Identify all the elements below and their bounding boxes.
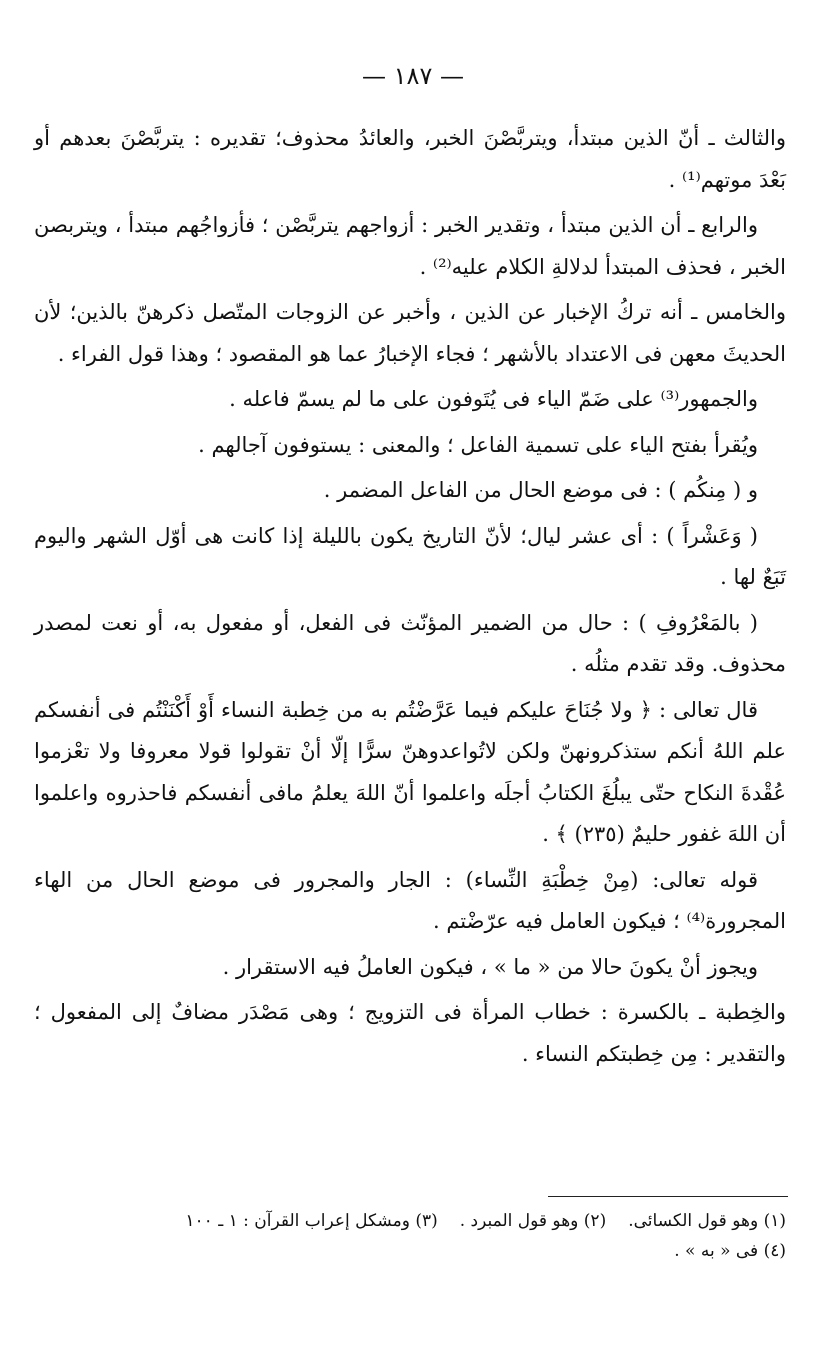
footnotes: [34, 1206, 786, 1266]
footnote: (٣) ومشكل إعراب القرآن : ١ ـ ١٠٠: [185, 1211, 438, 1231]
paragraph: و ( مِنكُم ) : فى موضع الحال من الفاعل المضمر .: [323, 478, 758, 502]
paragraph: والجمهور⁽³⁾ على ضَمّ الياء فى يُتَوفون على ما لم يسمّ فاعله .: [229, 387, 758, 411]
paragraph: ويجوز أنْ يكونَ حالا من « ما » ، فيكون العاملُ فيه الاستقرار .: [222, 954, 758, 979]
paragraph: ( بالمَعْرُوفِ ) : حال من الضمير المؤنّث فى الفعل، أو مفعول به، أو نعت لمصدر محذوف. وقد تقدم مثلُه .: [34, 610, 786, 676]
footnote-divider: [548, 1196, 788, 1197]
paragraph: ( وَعَشْراً ) : أى عشر ليال؛ لأنّ التاريخ يكون بالليلة إذا كانت هى أوّل الشهر واليوم تَبَعٌ لها .: [34, 523, 786, 589]
footnote: (٢) وهو قول المبرد .: [459, 1211, 607, 1231]
paragraph: والخامس ـ أنه تركُ الإخبار عن الذين ، وأخبر عن الزوجات المتّصل ذكرهنّ بالذين؛ لأن الحديثَ معهن فى الاعتداد بالأشهر ؛ فجاء الإخبارُ عما هو المقصود ؛ وهذا قول الفراء .: [34, 300, 786, 366]
paragraph: والثالث ـ أنّ الذين مبتدأ، ويتربَّصْنَ الخبر، والعائدُ محذوف؛ تقديره : يتربَّصْنَ بعدهم أو بَعْدَ موتهم⁽¹⁾ .: [34, 126, 786, 192]
paragraph: والرابع ـ أن الذين مبتدأ ، وتقدير الخبر : أزواجهم يتربَّصْن ؛ فأزواجُهم مبتدأ ، ويتربصن الخبر ، فحذف المبتدأ لدلالةِ الكلام عليه⁽²⁾ .: [34, 213, 786, 279]
paragraph: والخِطبة ـ بالكسرة : خطاب المرأة فى التزويج ؛ وهى مَصْدَر مضافٌ إلى المفعول ؛ والتقدير : مِن خِطبتكم النساء .: [34, 1000, 786, 1066]
body-text: [34, 118, 786, 1075]
footnote: (٤) فى « به » .: [674, 1241, 786, 1261]
footnote-line: [34, 1236, 786, 1266]
paragraph: قوله تعالى: (مِنْ خِطْبَةِ النِّساء) : الجار والمجرور فى موضع الحال من الهاء المجرورة⁽⁴⁾ ؛ فيكون العامل فيه عرّضْتم .: [34, 867, 786, 933]
paragraph: ويُقرأ بفتح الياء على تسمية الفاعل ؛ والمعنى : يستوفون آجالهم .: [198, 432, 758, 457]
footnote-line: [34, 1206, 786, 1236]
quran-verse: قال تعالى : ﴿ ولا جُنَاحَ عليكم فيما عَرَّضْتُم به من خِطبة النساء أَوْ أَكْنَنْتُم فى أنفسكم علم اللهُ أنكم ستذكرونهنّ ولكن لاتُواعدوهنّ سرًّا إلّا أنْ تقولوا قولا معروفا ولا تعْزموا عُقْدةَ النكاح حتّى يبلُغَ الكتابُ أجلَه واعلموا أنّ اللهَ يعلمُ مافى أنفسكم فاحذروه واعلموا أن اللهَ غفور حليمٌ (٢٣٥) ﴾ .: [34, 697, 786, 846]
page-number: — ١٨٧ —: [362, 62, 464, 90]
footnote: (١) وهو قول الكسائى.: [628, 1211, 786, 1231]
